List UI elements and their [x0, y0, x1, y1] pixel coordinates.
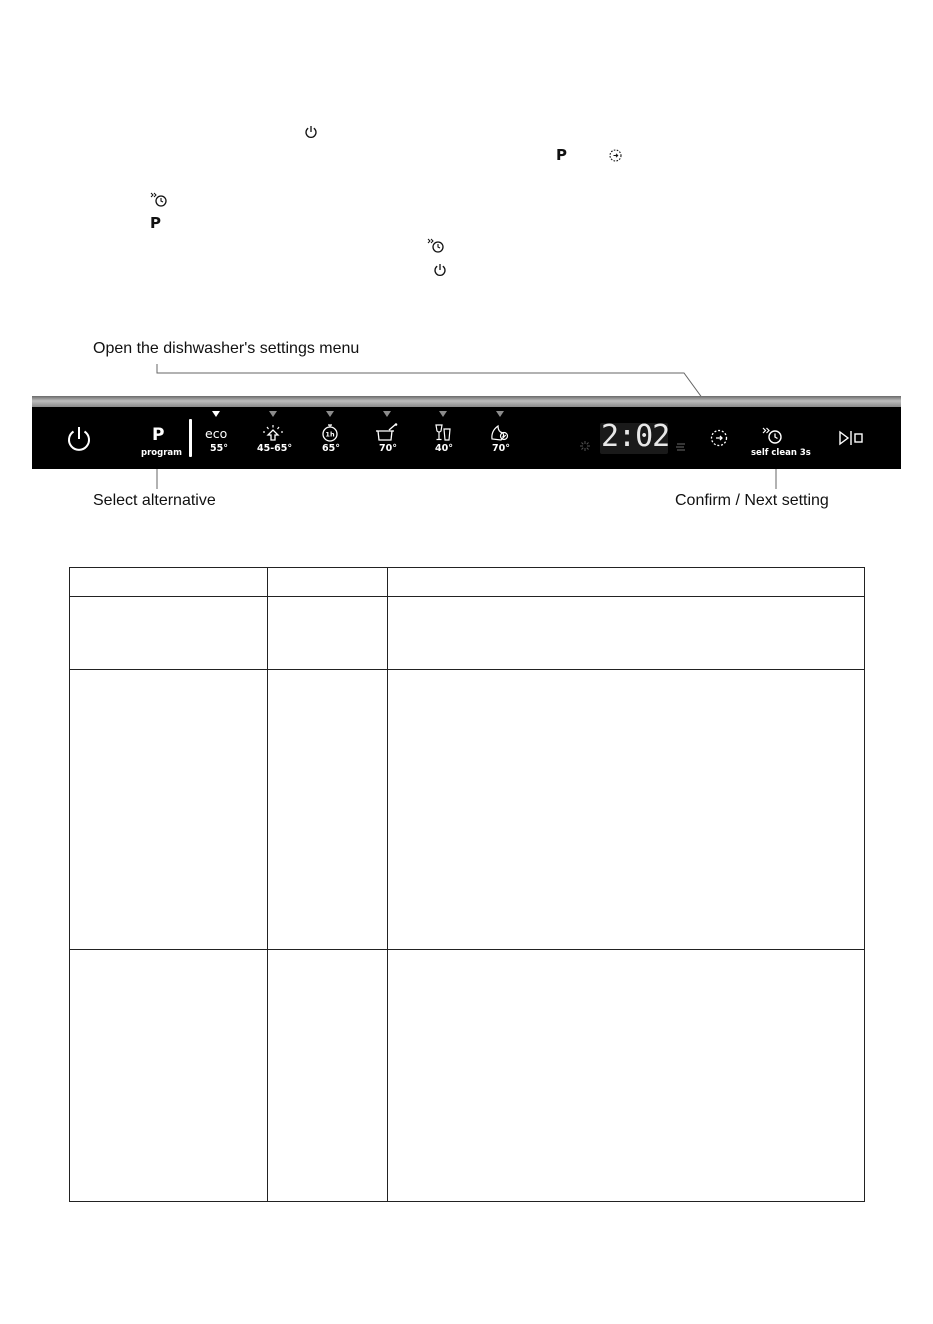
svg-text:1h: 1h — [325, 430, 335, 439]
callout-settings-menu: Open the dishwasher's settings menu — [93, 340, 360, 357]
table-header-row — [70, 568, 865, 597]
table-cell — [268, 950, 388, 1202]
power-icon — [69, 427, 89, 450]
eco-label: eco — [205, 426, 228, 441]
table-header-cell — [268, 568, 388, 597]
settings-table — [69, 567, 865, 1202]
program-temp: 55° — [210, 443, 228, 454]
hygiene-icon — [489, 423, 511, 443]
program-temp: 40° — [435, 443, 453, 454]
table-row — [70, 597, 865, 670]
program-indicator — [269, 411, 277, 417]
callout-select-alternative: Select alternative — [93, 492, 216, 509]
program-indicator-active — [212, 411, 220, 417]
time-display-value: 2:02 — [601, 419, 670, 454]
glass-icon — [433, 423, 453, 443]
program-button-symbol: P — [152, 425, 165, 445]
program-button[interactable] — [134, 424, 182, 460]
table-row — [70, 670, 865, 950]
table-cell — [268, 670, 388, 950]
start-pause-button[interactable] — [837, 430, 865, 446]
table-row — [70, 950, 865, 1202]
program-temp: 70° — [492, 443, 510, 454]
intensive-pot-icon — [375, 423, 399, 443]
callout-confirm-next: Confirm / Next setting — [675, 492, 829, 509]
self-clean-label: self clean 3s — [751, 448, 811, 458]
start-pause-icon — [840, 431, 862, 445]
program-indicator — [439, 411, 447, 417]
leader-lines — [0, 0, 933, 560]
quick-1h-icon — [320, 423, 340, 443]
table-header-cell — [388, 568, 865, 597]
time-display — [600, 419, 670, 454]
program-intensive[interactable] — [368, 410, 408, 462]
table-cell — [388, 670, 865, 950]
program-auto[interactable] — [253, 410, 297, 462]
program-hygiene[interactable] — [482, 410, 522, 462]
program-indicator — [496, 411, 504, 417]
program-eco[interactable] — [200, 410, 240, 462]
program-temp: 65° — [322, 443, 340, 454]
table-header-cell — [70, 568, 268, 597]
auto-sparkle-icon — [262, 424, 284, 442]
table-cell — [388, 597, 865, 670]
program-temp: 45-65° — [257, 443, 293, 454]
rinse-aid-icon — [579, 440, 591, 452]
delay-start-button[interactable] — [749, 424, 809, 462]
program-symbol: P — [150, 214, 161, 232]
control-panel — [32, 396, 901, 469]
program-button-label: program — [141, 448, 182, 458]
power-button[interactable] — [65, 425, 93, 453]
confirm-cycle-icon — [712, 431, 727, 446]
table-cell — [70, 670, 268, 950]
table-cell — [70, 950, 268, 1202]
program-quick[interactable] — [311, 410, 351, 462]
program-indicator — [383, 411, 391, 417]
panel-top-strip — [32, 396, 901, 407]
program-symbol: P — [556, 146, 567, 164]
program-glass[interactable] — [425, 410, 465, 462]
delay-start-icon — [762, 427, 784, 445]
confirm-next-button[interactable] — [709, 428, 729, 448]
table-cell — [268, 597, 388, 670]
table-cell — [388, 950, 865, 1202]
panel-separator — [189, 419, 192, 457]
salt-icon — [675, 442, 687, 452]
table-cell — [70, 597, 268, 670]
program-indicator — [326, 411, 334, 417]
program-temp: 70° — [379, 443, 397, 454]
